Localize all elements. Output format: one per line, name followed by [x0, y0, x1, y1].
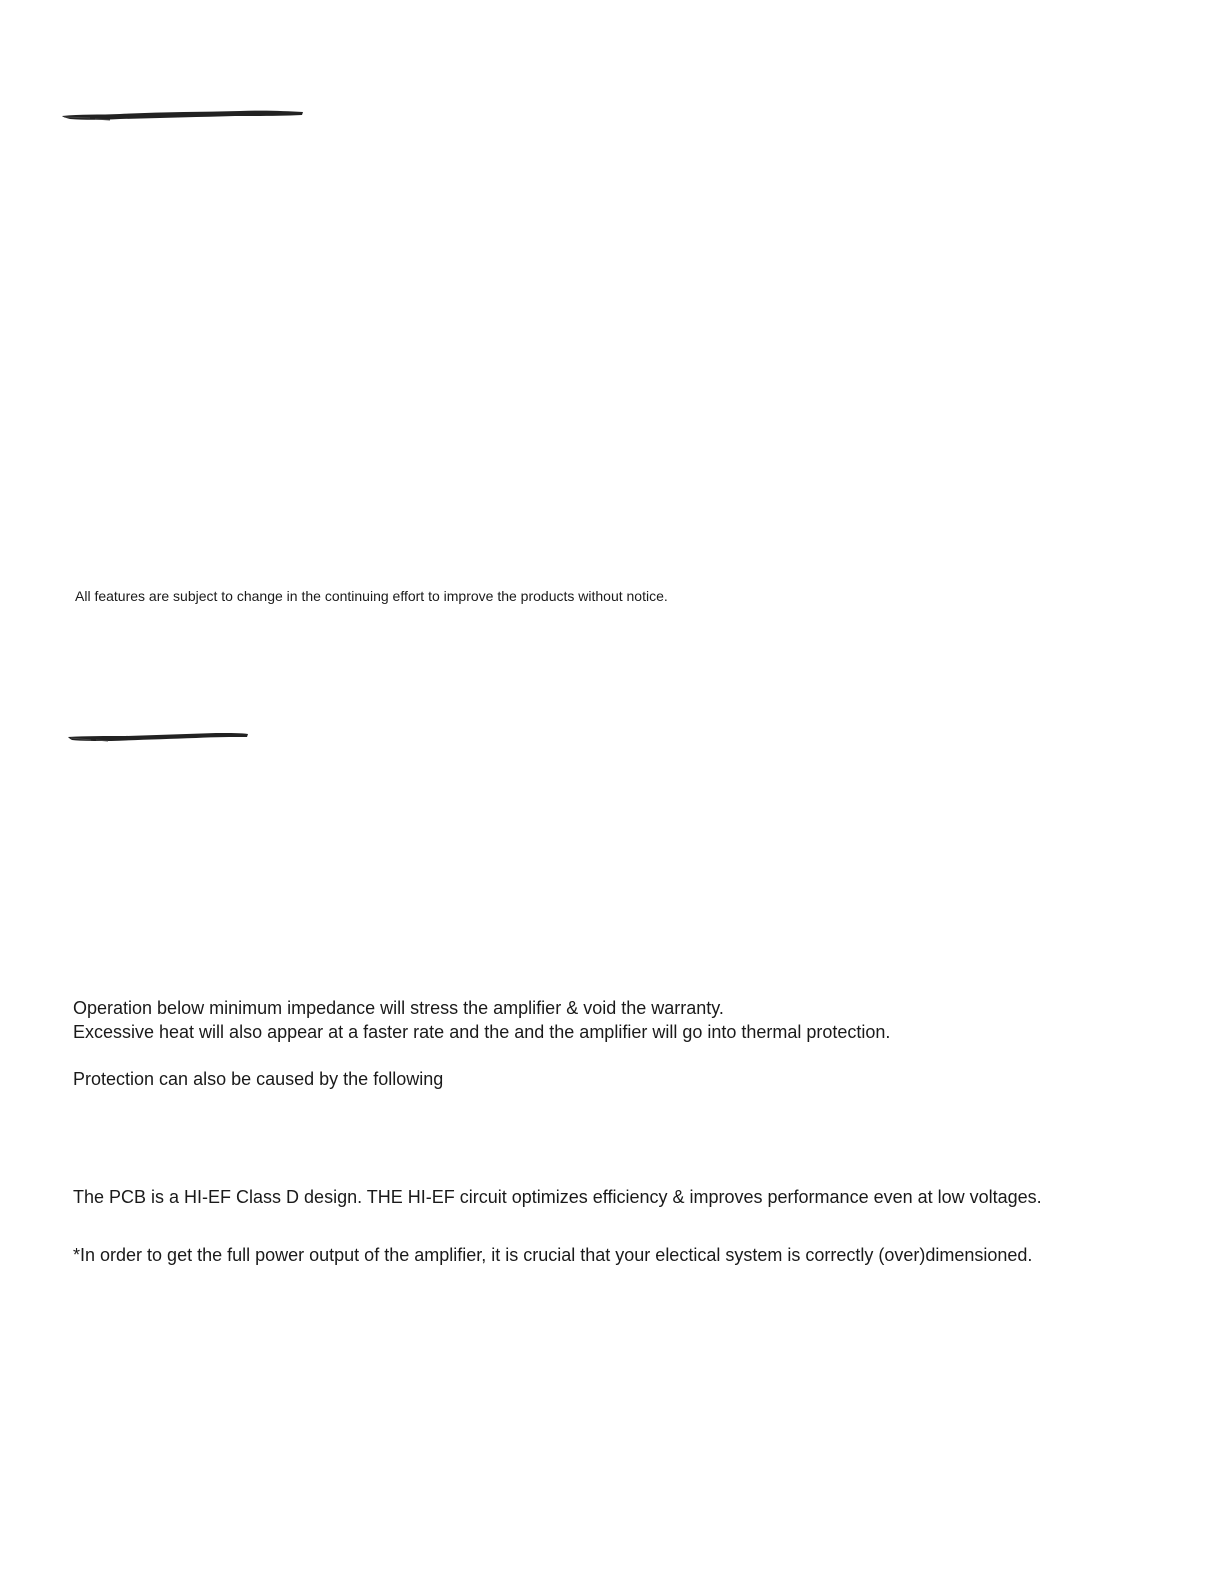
- impedance-warning-line-1: Operation below minimum impedance will stress the amplifier & void the warranty.: [73, 998, 724, 1018]
- brush-stroke-divider: [66, 729, 250, 745]
- protection-note: Protection can also be caused by the following: [73, 1069, 444, 1089]
- pcb-design-note: The PCB is a HI-EF Class D design. THE HI-EF circuit optimizes efficiency & improves performance even at low voltages.: [73, 1187, 1042, 1207]
- brush-stroke-divider: [60, 106, 306, 124]
- impedance-warning-line-2: Excessive heat will also appear at a faster rate and the and the amplifier will go into thermal protection.: [73, 1022, 891, 1042]
- disclaimer-text: All features are subject to change in the continuing effort to improve the products without notice.: [75, 588, 668, 604]
- power-output-note: *In order to get the full power output of the amplifier, it is crucial that your electical system is correctly (over)dimensioned.: [73, 1245, 1033, 1265]
